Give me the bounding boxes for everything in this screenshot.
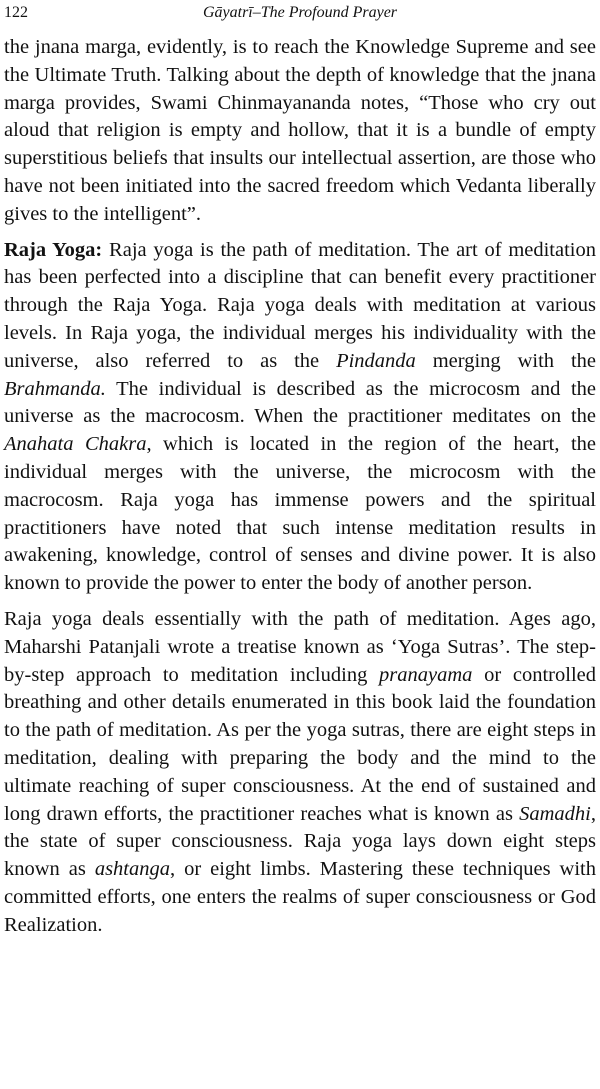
italic-term: Pindanda — [336, 349, 416, 372]
paragraph-text: , the state of super consciousness. Raja yoga lays down eight steps known as — [4, 802, 596, 881]
paragraph-text: , which is located in the region of the heart, the individual merges with the universe, the microcosm with the macrocosm. Raja yoga has immense powers and the spiritual practitioners have noted that such intense meditation results in awakening, knowledge, control of senses and divine power. It is also known to provide the power to enter the body of another person. — [4, 433, 596, 595]
italic-term: Anahata Chakra — [4, 433, 147, 456]
italic-term: ashtanga — [94, 858, 170, 881]
paragraph-text: merging with the — [415, 349, 597, 372]
paragraph-text: the jnana marga, evidently, is to reach the Knowledge Supreme and see the Ultimate Truth. Talking about the depth of knowledge that the jnana marga provides, Swami Chinmayananda notes, “Those who cry out aloud that religion is empty and hollow, that it is a bundle of empty superstitious beliefs that insults our intellectual assertion, are those who have not been initiated into the sacred freedom which Vedanta liberally gives to the intelligent”. — [4, 36, 596, 225]
body-text — [4, 34, 596, 948]
paragraph-text: Raja yoga deals essentially with the path of meditation. Ages ago, Maharshi Patanjali wrote a treatise known as ‘Yoga Sutras’. The step-by-step approach to meditation including — [4, 607, 596, 686]
paragraph-jnana-marga — [4, 34, 596, 229]
italic-term: pranayama — [379, 663, 473, 686]
paragraph-meditation-path — [4, 606, 596, 940]
running-title: Gāyatrī–The Profound Prayer — [202, 4, 398, 21]
paragraph-text: Raja yoga is the path of meditation. The art of meditation has been perfected into a discipline that can benefit every practitioner through the Raja Yoga. Raja yoga deals with meditation at various levels. In Raja yoga, the individual merges his individuality with the universe, also referred to as the — [4, 238, 596, 372]
italic-term: Brahmanda. — [4, 377, 106, 400]
paragraph-raja-yoga — [4, 237, 596, 598]
paragraph-text: , or eight limbs. Mastering these techniques with committed efforts, one enters the realms of super consciousness or God Realization. — [4, 858, 596, 936]
italic-term: Samadhi — [519, 802, 591, 825]
page-number: 122 — [4, 4, 28, 21]
section-term: Raja Yoga: — [4, 238, 103, 261]
paragraph-text: or controlled breathing and other details enumerated in this book laid the foundation to the path of meditation. As per the yoga sutras, there are eight steps in meditation, dealing with preparing the body and the mind to the ultimate reaching of super consciousness. At the end of sustained and long drawn efforts, the practitioner reaches what is known as — [4, 663, 596, 825]
paragraph-text: The individual is described as the microcosm and the universe as the macrocosm. When the practitioner meditates on the — [4, 377, 596, 428]
running-head — [4, 4, 596, 24]
